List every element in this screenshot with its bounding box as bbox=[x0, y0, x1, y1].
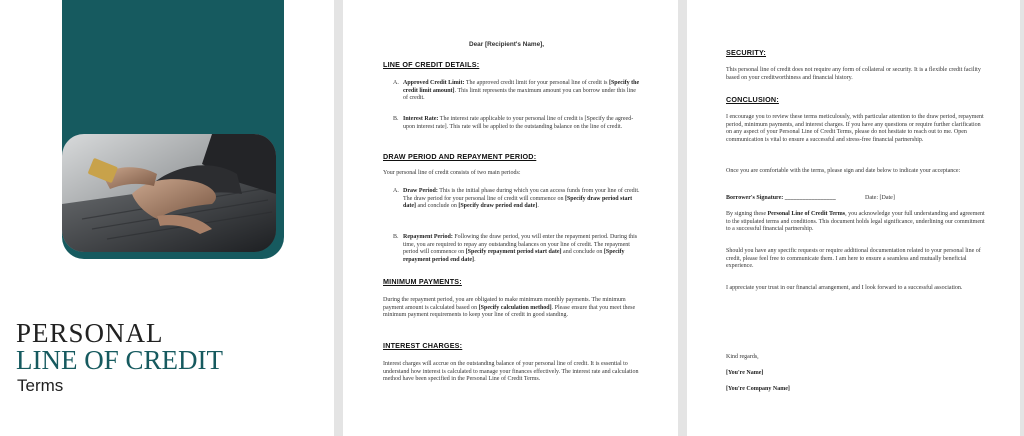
conclusion-text: I encourage you to review these terms meticulously, with particular attention to the draw period, repayment period, minimum payments, and interest charges. If you have any questions or require further clarification on any aspect of your Personal Line of Credit Terms, please do not hesitate to reach out to me. Open communication is vital to ensure a successful and stress-free financial partnership. bbox=[726, 114, 984, 144]
cover-photo bbox=[62, 134, 276, 252]
closing-line: Kind regards, bbox=[726, 354, 759, 360]
heading-interest-charges: INTEREST CHARGES: bbox=[383, 341, 463, 350]
cover-page bbox=[0, 0, 334, 436]
list-marker: B. bbox=[393, 234, 399, 240]
body-text: and conclude on bbox=[416, 203, 459, 210]
card-payment-image bbox=[62, 134, 276, 252]
greeting: Dear [Recipient's Name], bbox=[469, 41, 545, 48]
body-text: . bbox=[474, 257, 476, 264]
cover-title-line1: PERSONAL bbox=[16, 318, 164, 348]
cover-title-line3: Terms bbox=[17, 376, 64, 395]
term-label: Interest Rate: bbox=[403, 116, 439, 122]
body-text: , you acknowledge your full understanding and agreement to the stipulated terms and conditions. This document holds legal significance, underlining our commitment to a successful financial partnership. bbox=[726, 211, 985, 233]
appreciation-text: I appreciate your trust in our financial arrangement, and I look forward to a successful association. bbox=[726, 285, 963, 291]
body-text: During the repayment period, you are obligated to make minimum monthly payments. The minimum payment amount is calculated based on bbox=[383, 297, 626, 311]
body-text: . bbox=[537, 203, 539, 210]
body-text: The interest rate applicable to your personal line of credit is [Specify the agreed-upon interest rate]. This rate will be applied to the outstanding balance on the line of credit. bbox=[403, 116, 634, 130]
body-text: This is the initial phase during which you can access funds from your line of credit. The draw period for your personal line of credit will commence on bbox=[403, 188, 640, 202]
placeholder-text: [Specify the credit limit amount] bbox=[403, 80, 640, 94]
sender-name: [You're Name] bbox=[726, 370, 764, 376]
placeholder-text: [Specify draw period end date] bbox=[458, 203, 538, 210]
body-text: . This limit represents the maximum amount you can borrow under this line of credit. bbox=[403, 87, 636, 102]
body-text: By signing these bbox=[726, 211, 768, 217]
body-text: Following the draw period, you will enter the repayment period. During this time, you are required to repay any outstanding balances on your line of credit. The repayment period will commence on bbox=[403, 234, 638, 256]
cover-title-line2: LINE OF CREDIT bbox=[16, 345, 223, 375]
confirm-text: Once you are comfortable with the terms, please sign and date below to indicate your acceptance: bbox=[726, 168, 961, 174]
acknowledgement-text bbox=[726, 211, 988, 234]
interest-charges-text: Interest charges will accrue on the outstanding balance of your personal line of credit. It is essential to understand how interest is calculated to manage your finances effectively. The interest rate and calculation method have been specified in the Personal Line of Credit Terms. bbox=[383, 361, 639, 383]
security-text: This personal line of credit does not require any form of collateral or security. It is a flexible credit facility based on your creditworthiness and financial history. bbox=[726, 67, 981, 81]
term-label: Repayment Period: bbox=[403, 234, 453, 240]
body-text: and conclude on bbox=[561, 249, 604, 256]
term-label: Draw Period: bbox=[403, 188, 438, 194]
list-marker: A. bbox=[393, 188, 399, 194]
placeholder-text: [Specify repayment period end date] bbox=[403, 249, 625, 264]
placeholder-text: [Specify calculation method] bbox=[478, 304, 552, 311]
details-page bbox=[343, 0, 678, 436]
signature-line: Borrower's Signature: _________________ bbox=[726, 195, 836, 201]
heading-conclusion: CONCLUSION: bbox=[726, 95, 779, 104]
request-text: Should you have any specific requests or require additional documentation related to your personal line of credit, please feel free to communicate them. I am here to ensure a seamless and mutually beneficial experience. bbox=[726, 248, 981, 270]
heading-line-of-credit-details: LINE OF CREDIT DETAILS: bbox=[383, 60, 480, 69]
minimum-payments-text bbox=[383, 297, 643, 320]
list-marker: B. bbox=[393, 116, 399, 122]
draw-intro: Your personal line of credit consists of two main periods: bbox=[383, 170, 521, 176]
placeholder-text: [Specify draw period start date] bbox=[403, 195, 633, 210]
body-text: The approved credit limit for your personal line of credit is bbox=[464, 80, 609, 86]
heading-draw-repayment-period: DRAW PERIOD AND REPAYMENT PERIOD: bbox=[383, 152, 537, 161]
placeholder-text: [Specify repayment period start date] bbox=[465, 249, 562, 256]
date-line: Date: [Date] bbox=[865, 195, 895, 201]
closing-page bbox=[687, 0, 1020, 436]
sender-company: [You're Company Name] bbox=[726, 386, 790, 392]
list-marker: A. bbox=[393, 80, 399, 86]
body-text: . Please ensure that you meet these minimum payment requirements to keep your line of credit in good standing. bbox=[383, 304, 636, 319]
heading-minimum-payments: MINIMUM PAYMENTS: bbox=[383, 277, 462, 286]
heading-security: SECURITY: bbox=[726, 48, 767, 57]
document-name: Personal Line of Credit Terms bbox=[767, 211, 846, 217]
term-label: Approved Credit Limit: bbox=[403, 80, 465, 86]
